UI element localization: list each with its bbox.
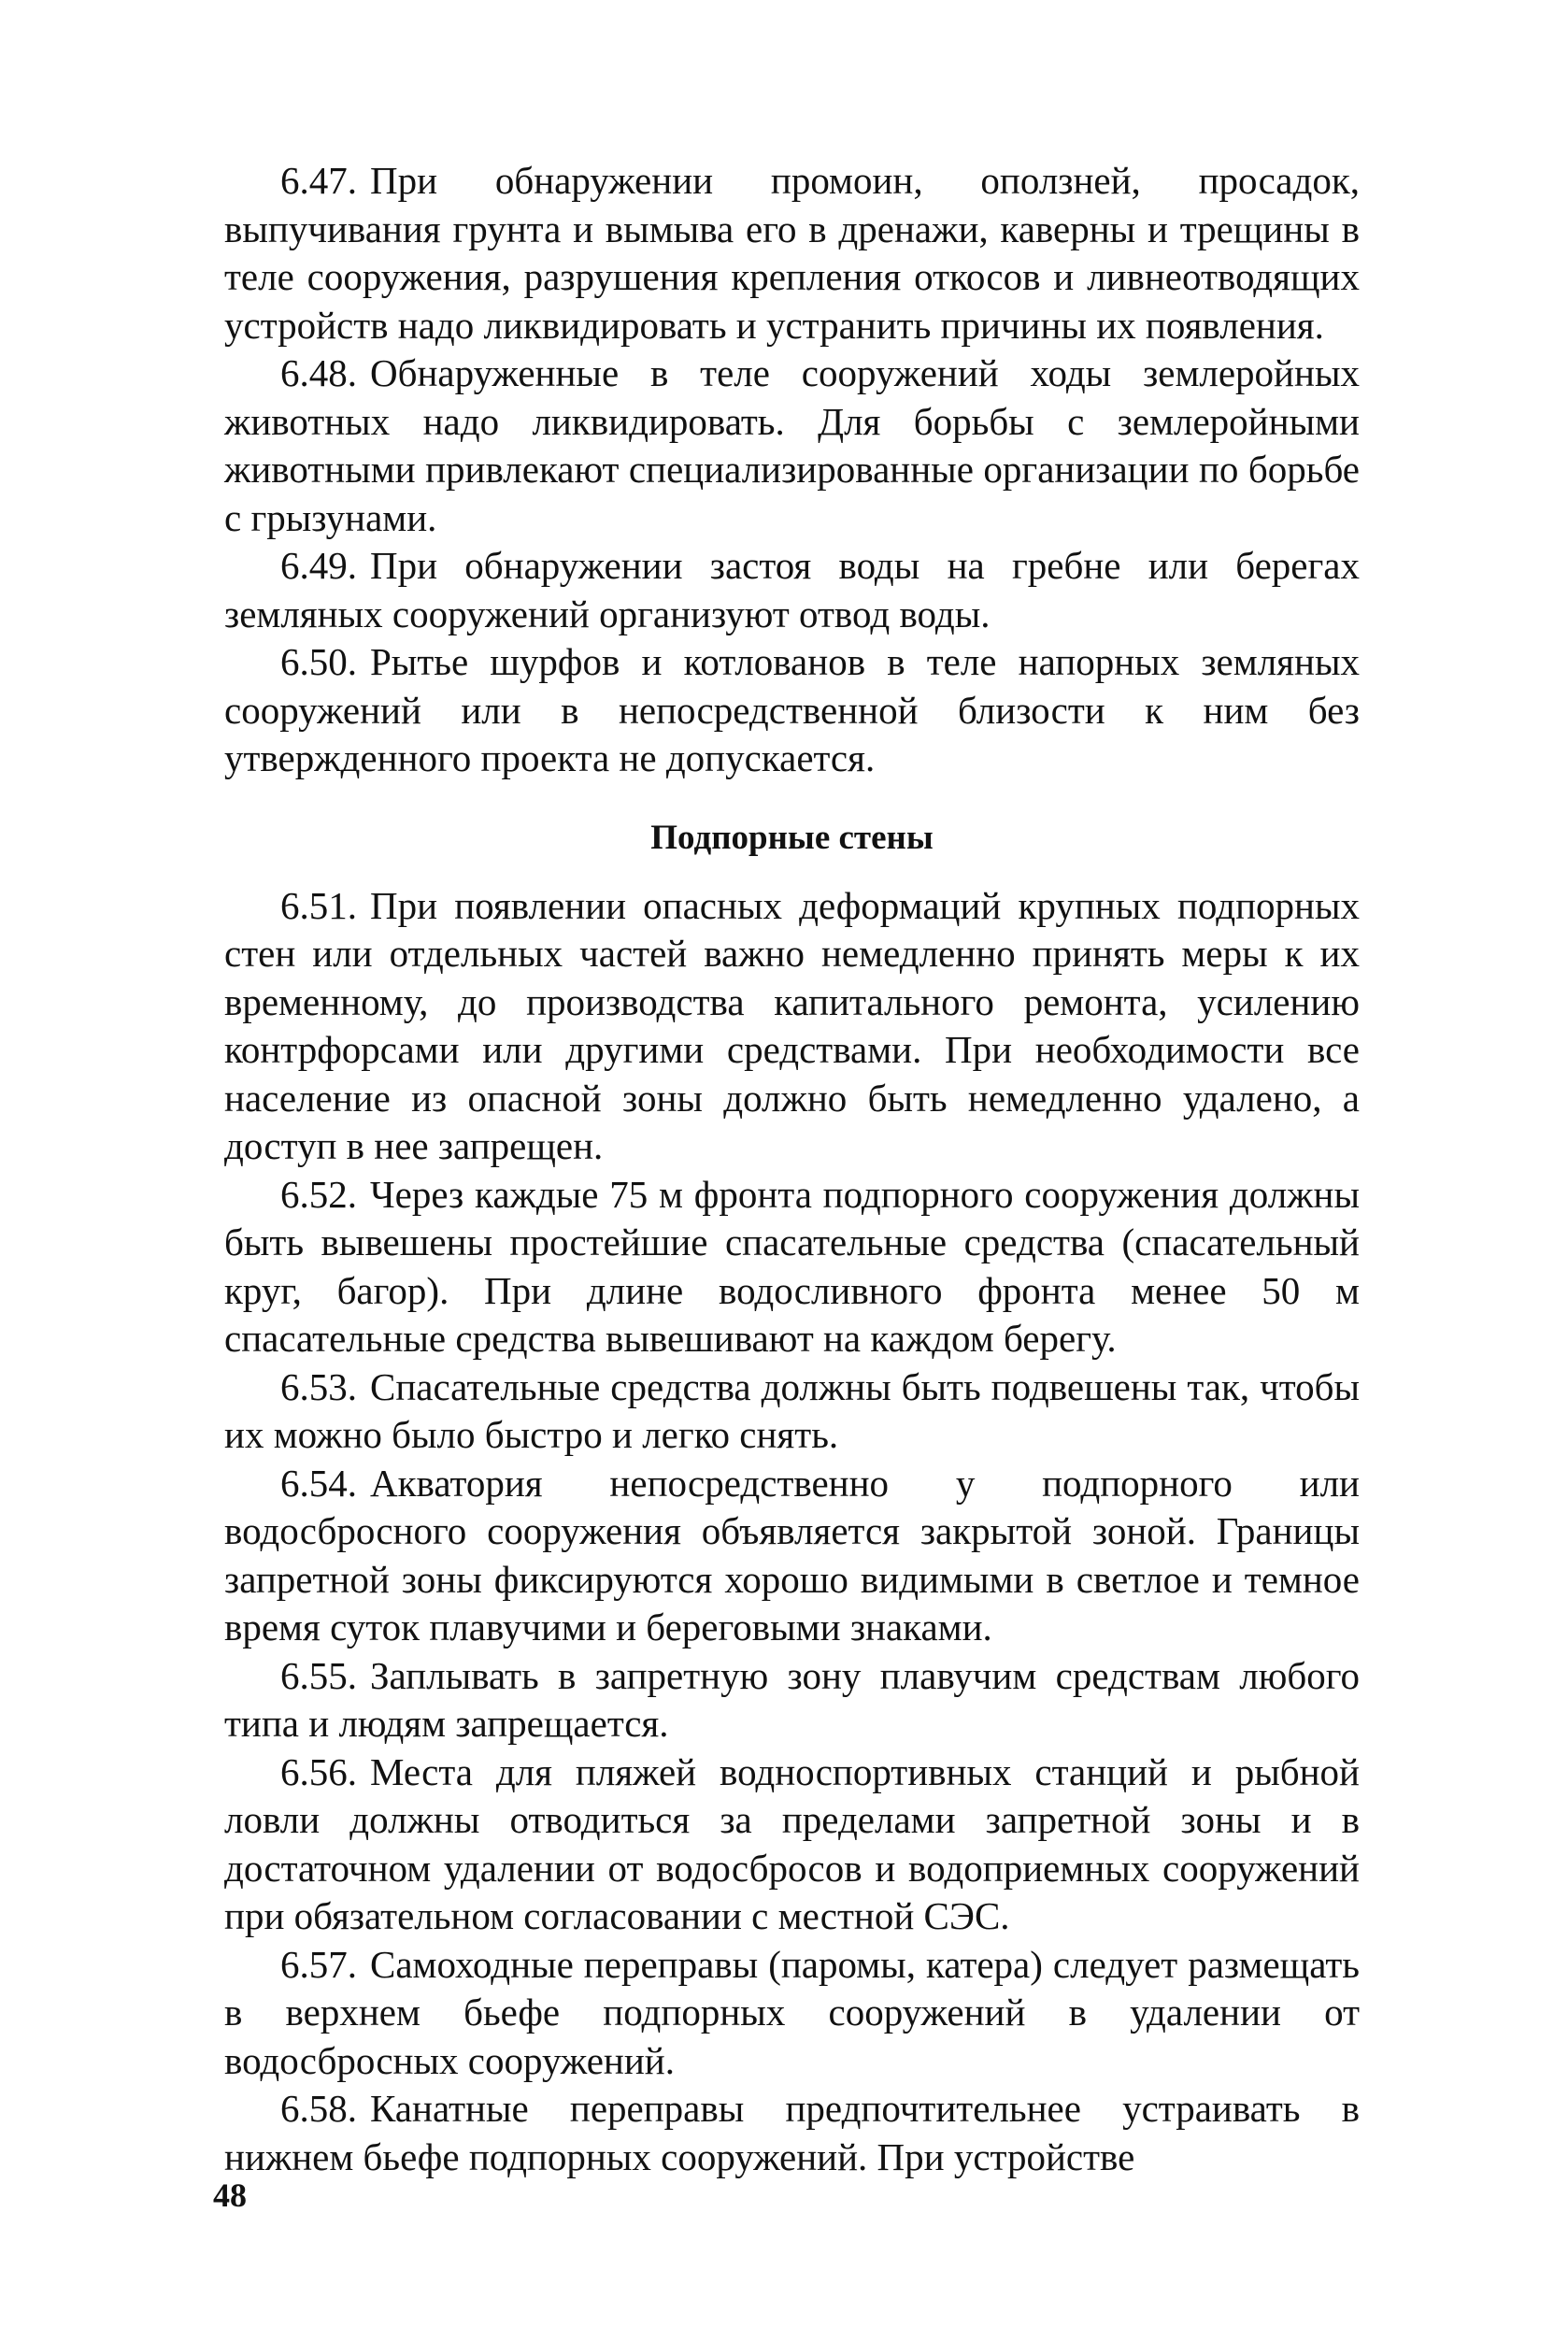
paragraph-number: 6.58. [280, 2087, 357, 2130]
paragraph-number: 6.53. [280, 1364, 357, 1408]
paragraph-number: 6.52. [280, 1172, 357, 1216]
paragraph-text: Акватория непосредственно у подпорного или водосбросного сооружения объявляется закрытой зоной. Границы запретной зоны фиксируются хорошо видимыми в светлое и темное время суток плавучими и береговыми знаками. [224, 1461, 1360, 1649]
paragraph-6-51 [224, 882, 1360, 1171]
paragraph-number: 6.50. [280, 640, 357, 683]
paragraph-text: Места для пляжей водноспортивных станций и рыбной ловли должны отводиться за пределами запретной зоны и в достаточном удалении от водосбросов и водоприемных сооружений при обязательном согласовании с местной СЭС. [224, 1749, 1360, 1937]
paragraph-6-54 [224, 1460, 1360, 1652]
paragraph-text: Канатные переправы предпочтительнее устраивать в нижнем бьефе подпорных сооружений. При устройстве [224, 2087, 1360, 2178]
paragraph-number: 6.51. [280, 883, 357, 927]
paragraph-6-47 [224, 157, 1360, 350]
paragraph-6-55 [224, 1652, 1360, 1749]
paragraph-text: Обнаруженные в теле сооружений ходы землеройных животных надо ликвидировать. Для борьбы с землеройными животными привлекают специализированные организации по борьбе с грызунами. [224, 351, 1360, 539]
section-title: Подпорные стены [650, 818, 934, 857]
paragraph-text: При обнаружении застоя воды на гребне или берегах земляных сооружений организуют отвод воды. [224, 544, 1360, 635]
paragraph-number: 6.56. [280, 1749, 357, 1793]
paragraph-text: Самоходные переправы (паромы, катера) следует размещать в верхнем бьефе подпорных сооружений в удалении от водосбросных сооружений. [224, 1942, 1360, 2082]
page-number: 48 [213, 2177, 247, 2214]
paragraph-text: Через каждые 75 м фронта подпорного сооружения должны быть вывешены простейшие спасательные средства (спасательный круг, багор). При длине водосливного фронта менее 50 м спасательные средства вывешивают на каждом берегу. [224, 1172, 1360, 1360]
paragraph-text: Заплывать в запретную зону плавучим средствам любого типа и людям запрещается. [224, 1653, 1360, 1745]
paragraph-6-52 [224, 1171, 1360, 1363]
paragraph-6-58 [224, 2085, 1360, 2181]
paragraph-number: 6.48. [280, 351, 357, 394]
document-page [224, 157, 1360, 2181]
paragraph-text: При обнаружении промоин, оползней, просадок, выпучивания грунта и вымыва его в дренажи, каверны и трещины в теле сооружения, разрушения крепления откосов и ливнеотводящих устройств надо ликвидировать и устранить причины их появления. [224, 159, 1360, 347]
paragraph-text: При появлении опасных деформаций крупных подпорных стен или отдельных частей важно немедленно принять меры к их временному, до производства капитального ремонта, усилению контрфорсами или другими средствами. При необходимости все население из опасной зоны должно быть немедленно удалено, а доступ в нее запрещен. [224, 883, 1360, 1167]
paragraph-number: 6.55. [280, 1653, 357, 1697]
paragraph-number: 6.49. [280, 544, 357, 587]
paragraph-number: 6.57. [280, 1942, 357, 1986]
paragraph-6-57 [224, 1941, 1360, 2086]
paragraph-6-48 [224, 350, 1360, 542]
paragraph-6-50 [224, 638, 1360, 783]
paragraph-6-53 [224, 1363, 1360, 1460]
paragraph-6-49 [224, 542, 1360, 638]
paragraph-text: Рытье шурфов и котлованов в теле напорных земляных сооружений или в непосредственной близости к ним без утвержденного проекта не допускается. [224, 640, 1360, 779]
paragraph-number: 6.54. [280, 1461, 357, 1505]
paragraph-number: 6.47. [280, 159, 357, 202]
paragraph-text: Спасательные средства должны быть подвешены так, чтобы их можно было быстро и легко снять. [224, 1364, 1360, 1456]
paragraph-6-56 [224, 1749, 1360, 1941]
